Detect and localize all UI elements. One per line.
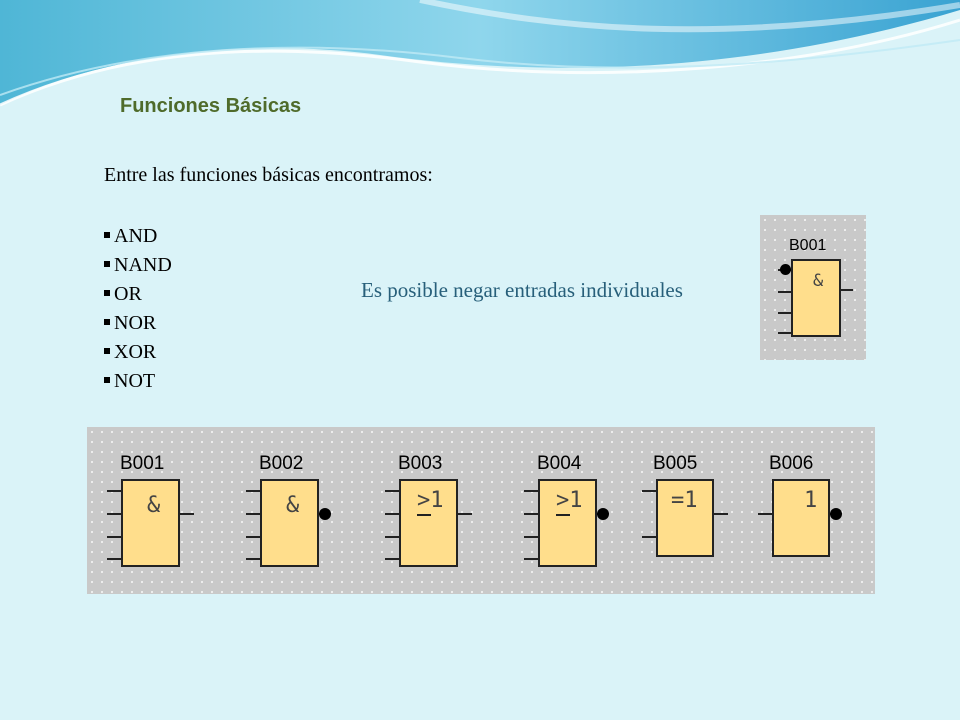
input-pin [246,513,260,515]
square-bullet-icon [104,377,110,383]
ge-underline [556,514,570,516]
input-pin [385,513,399,515]
function-list [104,222,172,396]
input-pin [385,536,399,538]
square-bullet-icon [104,261,110,267]
input-pin [246,490,260,492]
logic-block [772,479,830,557]
input-pin [642,536,656,538]
input-pin [107,490,121,492]
block-symbol: 1 [804,488,818,513]
output-pin [714,513,728,515]
slide-title: Funciones Básicas [120,95,302,117]
input-pin [524,536,538,538]
square-bullet-icon [104,319,110,325]
output-pin [180,513,194,515]
output-pin [458,513,472,515]
negated-input-icon [780,264,791,275]
block-label: B006 [769,453,814,474]
block-label: B003 [398,453,443,474]
list-item: NOT [104,367,172,396]
block-label: B004 [537,453,582,474]
block-symbol: & [147,493,161,518]
ge-underline [417,514,431,516]
logic-blocks-panel [87,427,875,594]
block-symbol: >1 [417,488,444,513]
input-pin [107,513,121,515]
negated-output-icon [830,508,842,520]
list-item: NOR [104,309,172,338]
negated-output-icon [319,508,331,520]
negated-output-icon [597,508,609,520]
example-block-panel [760,215,866,360]
list-item: AND [104,222,172,251]
block-label: B001 [120,453,165,474]
output-pin [841,289,853,291]
input-pin [246,536,260,538]
input-pin [107,558,121,560]
square-bullet-icon [104,290,110,296]
list-item: NAND [104,251,172,280]
intro-text: Entre las funciones básicas encontramos: [104,164,433,186]
block-label: B001 [789,237,827,254]
input-pin [642,490,656,492]
list-item: OR [104,280,172,309]
input-pin [778,332,792,334]
block-symbol: =1 [671,488,698,513]
square-bullet-icon [104,348,110,354]
input-pin [524,558,538,560]
input-pin [778,291,792,293]
input-pin [385,558,399,560]
input-pin [758,513,772,515]
block-symbol: >1 [556,488,583,513]
square-bullet-icon [104,232,110,238]
input-pin [385,490,399,492]
input-pin [778,312,792,314]
input-pin [524,513,538,515]
input-pin [246,558,260,560]
block-symbol: & [286,493,300,518]
block-label: B002 [259,453,304,474]
list-item: XOR [104,338,172,367]
block-symbol: & [813,271,824,291]
input-pin [524,490,538,492]
input-pin [107,536,121,538]
negation-note: Es posible negar entradas individuales [361,278,683,302]
block-label: B005 [653,453,698,474]
